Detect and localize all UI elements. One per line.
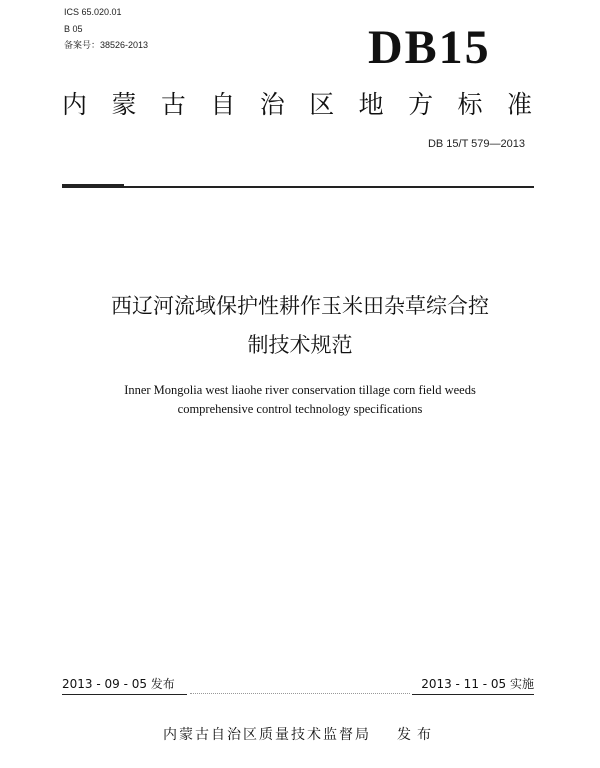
standard-number: DB 15/T 579—2013 <box>427 138 525 150</box>
category-code: B 05 <box>64 24 83 34</box>
title-en-line1: Inner Mongolia west liaohe river conservation tillage corn field weeds <box>124 383 476 397</box>
issuer-line <box>0 726 600 744</box>
title-cn-line1: 西辽河流域保护性耕作玉米田杂草综合控 <box>111 294 489 318</box>
standard-type-char: 标 <box>457 90 483 119</box>
date-dotted-leader <box>190 693 410 694</box>
implement-date-underline <box>412 694 534 695</box>
standard-type-char: 古 <box>160 90 186 119</box>
standard-type-char: 地 <box>358 90 384 119</box>
standard-type-char: 准 <box>506 90 532 119</box>
standard-type-char: 区 <box>309 90 335 119</box>
standard-type-heading <box>62 90 532 120</box>
standard-type-char: 方 <box>408 90 434 119</box>
implement-date: 2013 - 11 - 05 实施 <box>421 677 534 691</box>
title-cn-line2: 制技术规范 <box>247 333 353 357</box>
issue-date: 2013 - 09 - 05 发布 <box>62 677 175 691</box>
standard-type-char: 治 <box>259 90 285 119</box>
issue-date-underline <box>62 694 187 695</box>
title-en-line2: comprehensive control technology specifications <box>177 402 423 416</box>
standard-type-char: 自 <box>210 90 236 119</box>
db-logo: DB15 <box>368 21 491 74</box>
issuer-action: 发布 <box>397 727 437 743</box>
standard-type-char: 蒙 <box>111 90 137 119</box>
filing-number: 备案号：38526-2013 <box>64 40 149 50</box>
ics-code: ICS 65.020.01 <box>64 7 122 17</box>
header-divider <box>62 186 534 188</box>
standard-type-char: 内 <box>62 90 88 119</box>
issuer-org: 内蒙古自治区质量技术监督局 <box>163 727 371 743</box>
